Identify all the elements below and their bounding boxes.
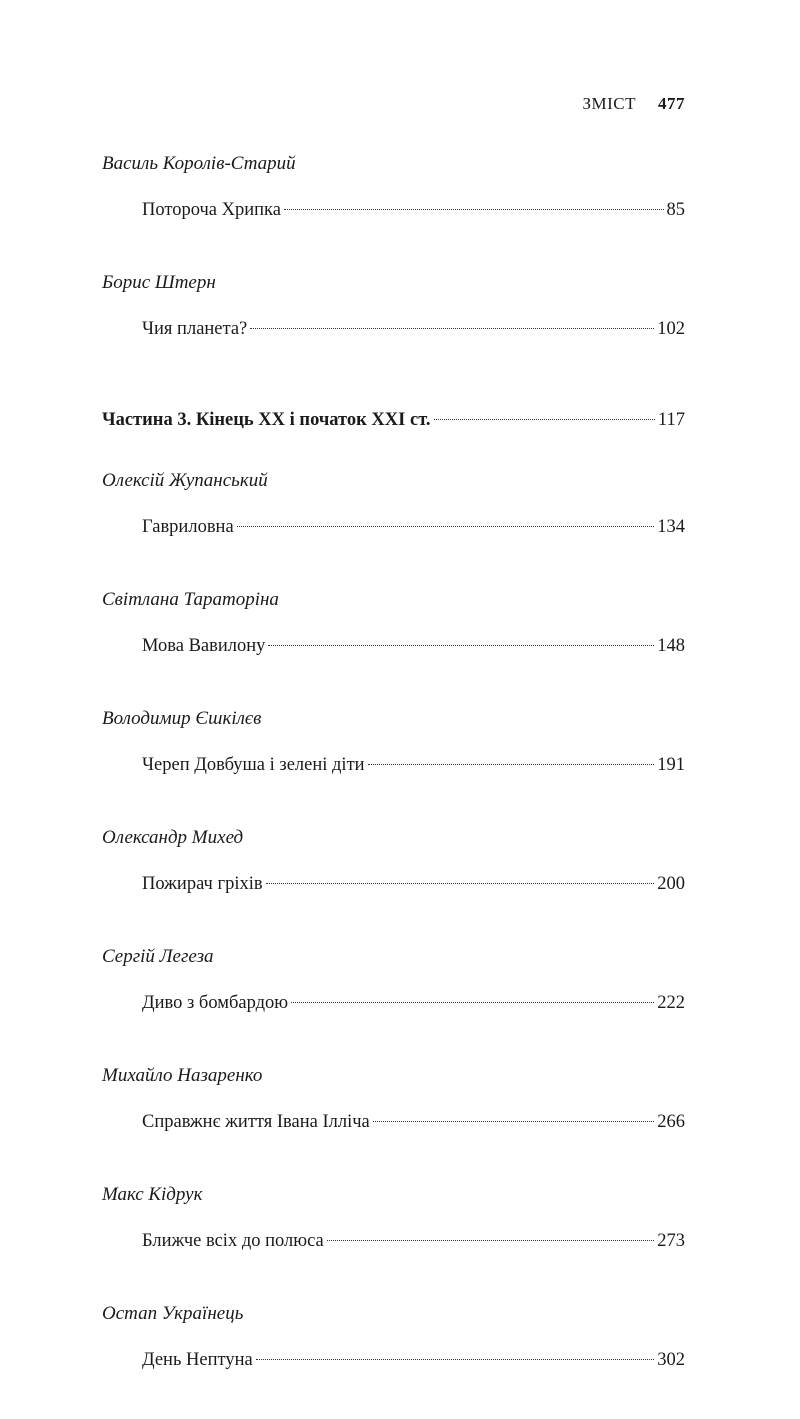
dot-leader bbox=[284, 209, 664, 210]
dot-leader bbox=[250, 328, 654, 329]
page-number: 477 bbox=[658, 94, 685, 113]
toc-entry-title: День Нептуна bbox=[142, 1350, 253, 1370]
part-page: 117 bbox=[657, 410, 685, 430]
dot-leader bbox=[237, 526, 655, 527]
toc-entry[interactable] bbox=[102, 751, 685, 779]
section-title: ЗМІСТ bbox=[582, 94, 636, 113]
toc-author: Борис Штерн bbox=[102, 272, 216, 293]
toc-entry-title: Гавриловна bbox=[142, 517, 234, 537]
table-of-contents bbox=[102, 150, 685, 1419]
dot-leader bbox=[434, 419, 655, 420]
toc-block bbox=[102, 1181, 685, 1255]
dot-leader bbox=[268, 645, 654, 646]
toc-entry-title: Диво з бомбардою bbox=[142, 993, 289, 1013]
toc-author: Олександр Михед bbox=[102, 827, 244, 848]
toc-block bbox=[102, 824, 685, 898]
toc-author: Олексій Жупанський bbox=[102, 470, 268, 491]
toc-author: Володимир Єшкілєв bbox=[102, 708, 262, 729]
toc-author: Сергій Легеза bbox=[102, 946, 214, 967]
toc-entry-page: 200 bbox=[657, 874, 685, 894]
toc-entry[interactable] bbox=[102, 989, 685, 1017]
toc-block bbox=[102, 150, 685, 224]
toc-block bbox=[102, 269, 685, 343]
toc-author: Василь Королів-Старий bbox=[102, 153, 296, 174]
toc-entry[interactable] bbox=[102, 632, 685, 660]
toc-author: Макс Кідрук bbox=[102, 1184, 203, 1205]
toc-entry[interactable] bbox=[102, 1108, 685, 1136]
toc-entry-title: Потороча Хрипка bbox=[142, 200, 281, 220]
toc-entry[interactable] bbox=[102, 1346, 685, 1374]
toc-entry-title: Череп Довбуша і зелені діти bbox=[142, 755, 365, 775]
toc-block bbox=[102, 705, 685, 779]
toc-entry-page: 134 bbox=[657, 517, 685, 537]
toc-entry[interactable] bbox=[102, 513, 685, 541]
dot-leader bbox=[373, 1121, 654, 1122]
toc-entry-page: 266 bbox=[657, 1112, 685, 1132]
toc-entry[interactable] bbox=[102, 196, 685, 224]
toc-entry-page: 222 bbox=[657, 993, 685, 1013]
dot-leader bbox=[291, 1002, 654, 1003]
toc-block bbox=[102, 943, 685, 1017]
toc-entry-title: Мова Вавилону bbox=[142, 636, 266, 656]
toc-author: Остап Українець bbox=[102, 1303, 244, 1324]
toc-author: Михайло Назаренко bbox=[102, 1065, 263, 1086]
toc-entry-page: 273 bbox=[657, 1231, 685, 1251]
dot-leader bbox=[266, 883, 655, 884]
toc-block bbox=[102, 586, 685, 660]
toc-entry-page: 148 bbox=[657, 636, 685, 656]
toc-block bbox=[102, 1300, 685, 1374]
running-head bbox=[582, 94, 685, 114]
dot-leader bbox=[256, 1359, 655, 1360]
dot-leader bbox=[327, 1240, 655, 1241]
toc-entry-title: Ближче всіх до полюса bbox=[142, 1231, 324, 1251]
toc-entry-title: Справжнє життя Івана Ілліча bbox=[142, 1112, 370, 1132]
toc-entry-page: 191 bbox=[657, 755, 685, 775]
part-title: Частина 3. Кінець ХХ і початок ХХІ ст. bbox=[102, 410, 431, 430]
dot-leader bbox=[368, 764, 655, 765]
toc-entry[interactable] bbox=[102, 1227, 685, 1255]
toc-entry-page: 85 bbox=[666, 200, 685, 220]
toc-entry[interactable] bbox=[102, 870, 685, 898]
toc-entry[interactable] bbox=[102, 315, 685, 343]
toc-block bbox=[102, 1062, 685, 1136]
toc-entry-page: 302 bbox=[657, 1350, 685, 1370]
toc-entry-page: 102 bbox=[657, 319, 685, 339]
toc-block bbox=[102, 467, 685, 541]
toc-entry-title: Пожирач гріхів bbox=[142, 874, 263, 894]
toc-entry-title: Чия планета? bbox=[142, 319, 248, 339]
toc-part-heading[interactable] bbox=[102, 406, 685, 434]
toc-author: Світлана Тараторіна bbox=[102, 589, 279, 610]
